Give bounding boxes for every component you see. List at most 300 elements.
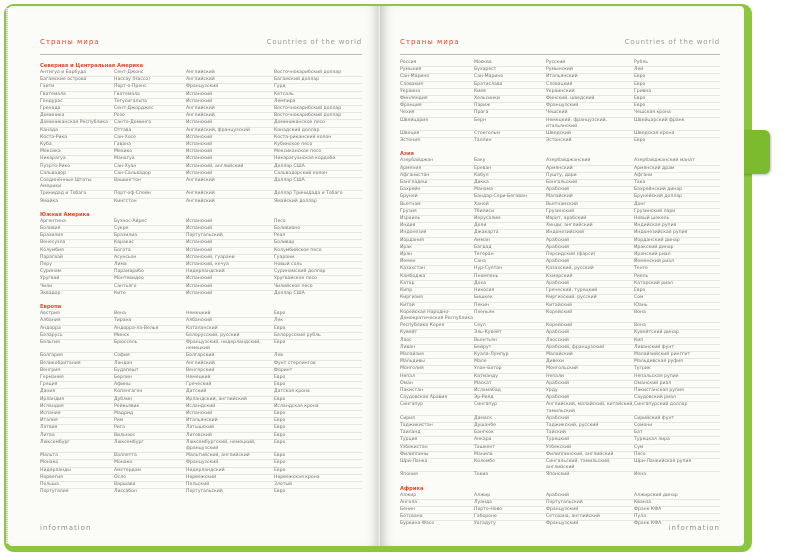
capital-name: Кабул bbox=[474, 172, 489, 178]
table-row bbox=[40, 155, 362, 162]
currency-name: Багамский доллар bbox=[274, 77, 319, 83]
country-name: Индонезия bbox=[400, 230, 427, 236]
currency-name: Форинт bbox=[274, 367, 293, 373]
capital-name: Сан-Хуан bbox=[114, 163, 137, 169]
region-heading: Европа bbox=[40, 304, 62, 311]
table-row bbox=[40, 141, 362, 148]
country-name: Шри-Ланка bbox=[400, 458, 428, 464]
capital-name: Париж bbox=[474, 103, 491, 109]
language-name: Испанский bbox=[186, 120, 213, 126]
currency-name: Евро bbox=[274, 453, 286, 459]
capital-name: Хельсинки bbox=[474, 96, 500, 102]
capital-name: Таллин bbox=[474, 138, 492, 144]
capital-name: Буэнос-Айрес bbox=[114, 218, 147, 224]
table-row bbox=[400, 309, 720, 322]
capital-name: Гавана bbox=[114, 142, 131, 148]
language-name: Китайский bbox=[546, 302, 572, 308]
currency-name: Индонезийская рупия bbox=[634, 230, 688, 236]
country-name: Армения bbox=[400, 165, 422, 171]
table-row bbox=[40, 247, 362, 254]
currency-name: Боливиано bbox=[274, 226, 301, 232]
language-name: Английский bbox=[186, 70, 215, 75]
table-row bbox=[400, 251, 720, 258]
language-name: Каталанский bbox=[186, 325, 218, 331]
table-row bbox=[400, 444, 720, 451]
table-row bbox=[40, 339, 362, 352]
table-row bbox=[400, 109, 720, 116]
language-name: Испанский bbox=[186, 226, 213, 232]
language-name: Греческий bbox=[186, 382, 212, 388]
country-name: Ботсвана bbox=[400, 514, 423, 520]
capital-name: Нассау (Нассо) bbox=[114, 77, 151, 83]
currency-name: Лей bbox=[634, 67, 644, 73]
language-name: Испанский bbox=[186, 290, 213, 296]
capital-name: Санто-Доминго bbox=[114, 120, 152, 126]
country-name: Таджикистан bbox=[400, 422, 433, 428]
language-name: Нидерландский bbox=[186, 467, 225, 473]
table-row bbox=[400, 329, 720, 336]
capital-name: Копенгаген bbox=[114, 389, 143, 395]
table-row bbox=[400, 137, 720, 144]
currency-name: Турецкая лира bbox=[634, 437, 670, 443]
language-name: Латышский bbox=[186, 425, 215, 431]
currency-name: Датская крона bbox=[274, 389, 310, 395]
language-name: Английский, французский bbox=[186, 127, 250, 133]
country-name: Пакистан bbox=[400, 387, 424, 393]
language-name: Арабский, французский bbox=[546, 344, 605, 350]
capital-name: Стокгольм bbox=[474, 131, 500, 137]
left-page-title: Страны мира bbox=[40, 38, 100, 46]
language-name: Французский bbox=[186, 460, 219, 466]
table-row bbox=[400, 401, 720, 414]
language-name: Киргизский, русский bbox=[546, 295, 597, 301]
language-name: Испанский bbox=[186, 91, 213, 97]
language-name: Французский bbox=[546, 103, 579, 109]
country-name: Иран bbox=[400, 252, 413, 258]
country-name: Республика Корея bbox=[400, 323, 445, 329]
capital-name: Иерусалим bbox=[474, 216, 501, 222]
capital-name: Мехико bbox=[114, 149, 133, 155]
currency-name: Лек bbox=[274, 318, 284, 324]
capital-name: Тирана bbox=[114, 318, 132, 324]
currency-name: Франк КФА bbox=[634, 521, 662, 527]
capital-name: Эль-Кувейт bbox=[474, 330, 502, 336]
country-name: Бенин bbox=[400, 506, 415, 512]
currency-name: Злотый bbox=[274, 481, 292, 487]
capital-name: Сент-Джорджес bbox=[114, 106, 154, 112]
currency-name: Уругвайское песо bbox=[274, 276, 317, 282]
region-heading: Южная Америка bbox=[40, 211, 90, 218]
table-row bbox=[400, 81, 720, 88]
table-row bbox=[40, 424, 362, 431]
country-name: Болгария bbox=[40, 353, 63, 359]
table-row bbox=[400, 287, 720, 294]
table-row bbox=[40, 268, 362, 275]
table-row bbox=[400, 351, 720, 358]
table-row bbox=[400, 344, 720, 351]
table-row bbox=[40, 70, 362, 76]
table-row bbox=[40, 352, 362, 359]
language-name: Корейский bbox=[546, 323, 573, 329]
table-row bbox=[40, 467, 362, 474]
table-row bbox=[400, 179, 720, 186]
capital-name: Кито bbox=[114, 290, 126, 296]
table-row bbox=[400, 280, 720, 287]
table-row bbox=[400, 117, 720, 130]
language-name: Испанский, гуарани bbox=[186, 254, 235, 260]
table-row bbox=[400, 186, 720, 193]
currency-name: Вона bbox=[634, 309, 646, 315]
country-name: Беларусь bbox=[40, 332, 63, 338]
table-row bbox=[40, 474, 362, 481]
country-name: Катар bbox=[400, 280, 415, 286]
country-name: Киргизия bbox=[400, 295, 423, 301]
language-name: Азербайджанский bbox=[546, 158, 591, 164]
capital-name: Бухарест bbox=[474, 67, 497, 73]
language-name: Исландский bbox=[186, 403, 216, 409]
currency-name: Сум bbox=[634, 444, 644, 450]
language-name: Испанский bbox=[186, 149, 213, 155]
right-page-header bbox=[400, 38, 720, 52]
currency-name: Сингапурский доллар bbox=[634, 402, 688, 408]
capital-name: Нур-Султан bbox=[474, 266, 503, 272]
country-name: Бразилия bbox=[40, 233, 63, 239]
currency-name: Оманский риал bbox=[634, 380, 672, 386]
language-name: Английский bbox=[186, 178, 215, 184]
language-name: Финский, шведский bbox=[546, 96, 595, 102]
country-name: Аргентина bbox=[40, 218, 66, 224]
country-name: Венгрия bbox=[40, 367, 61, 373]
country-name: Россия bbox=[400, 60, 417, 65]
currency-name: Кетсаль bbox=[274, 91, 294, 97]
right-page-title: Страны мира bbox=[400, 38, 460, 46]
currency-name: Фунт стерлингов bbox=[274, 360, 316, 366]
table-row bbox=[400, 95, 720, 102]
currency-name: Евро bbox=[274, 460, 286, 466]
language-name: Монгольский bbox=[546, 366, 578, 372]
language-name: Французский bbox=[186, 84, 219, 90]
country-name: Лаос bbox=[400, 337, 412, 343]
table-row bbox=[400, 158, 720, 164]
currency-name: Колумбийское песо bbox=[274, 247, 322, 253]
currency-name: Восточнокарибский доллар bbox=[274, 70, 342, 75]
table-row bbox=[400, 208, 720, 215]
capital-name: Катманду bbox=[474, 373, 498, 379]
right-page-footer: information bbox=[668, 524, 720, 532]
capital-name: Мале bbox=[474, 359, 487, 365]
table-row bbox=[400, 451, 720, 458]
language-name: Ирландский, английский bbox=[186, 396, 247, 402]
table-row bbox=[400, 201, 720, 208]
country-name: Австрия bbox=[40, 311, 60, 317]
table-row bbox=[40, 83, 362, 90]
language-name: Непали bbox=[546, 373, 565, 379]
capital-name: Сент-Джонс bbox=[114, 70, 144, 75]
capital-name: Брюссель bbox=[114, 339, 138, 345]
language-name: Арабский bbox=[546, 244, 569, 250]
country-name: Япония bbox=[400, 472, 418, 478]
capital-name: Анкара bbox=[474, 437, 492, 443]
table-row bbox=[400, 222, 720, 229]
country-name: Саудовская Аравия bbox=[400, 395, 448, 401]
table-row bbox=[40, 119, 362, 126]
country-name: Буркина-Фасо bbox=[400, 521, 435, 527]
language-name: Корейский bbox=[546, 309, 573, 315]
capital-name: Исламабад bbox=[474, 387, 501, 393]
table-row bbox=[400, 506, 720, 513]
language-name: Нидерландский bbox=[186, 269, 225, 275]
capital-name: Ереван bbox=[474, 165, 492, 171]
country-name: Вьетнам bbox=[400, 201, 421, 207]
capital-name: Бишкек bbox=[474, 295, 493, 301]
currency-name: Иранский риал bbox=[634, 252, 671, 258]
capital-name: Асунсьон bbox=[114, 254, 137, 260]
table-row bbox=[40, 190, 362, 197]
country-name: Малайзия bbox=[400, 351, 424, 357]
country-name: Мальдивы bbox=[400, 359, 425, 365]
capital-name: Луанда bbox=[474, 499, 492, 505]
language-name: Французский bbox=[546, 506, 579, 512]
table-row bbox=[40, 275, 362, 282]
language-name: Испанский bbox=[186, 218, 213, 224]
currency-name: Шведская крона bbox=[634, 131, 675, 137]
capital-name: Бандар-Сери-Бегаван bbox=[474, 194, 527, 200]
currency-name: Доллар США bbox=[274, 163, 305, 169]
country-name: Азербайджан bbox=[400, 158, 434, 164]
country-name: Сингапур bbox=[400, 402, 424, 408]
table-row bbox=[400, 88, 720, 95]
capital-name: Маскат bbox=[474, 380, 492, 386]
language-name: Вьетнамский bbox=[546, 201, 578, 207]
language-name: Испанский bbox=[186, 134, 213, 140]
language-name: Иврит, арабский bbox=[546, 216, 587, 222]
country-name: Литва bbox=[40, 432, 55, 438]
country-name: Гренада bbox=[40, 106, 61, 112]
country-name: Грузия bbox=[400, 208, 417, 214]
table-row bbox=[40, 432, 362, 439]
currency-name: Риель bbox=[634, 273, 649, 279]
currency-name: Евро bbox=[274, 425, 286, 431]
currency-name: Евро bbox=[274, 418, 286, 424]
language-name: Норвежский bbox=[186, 474, 217, 480]
language-name: Турецкий bbox=[546, 437, 570, 443]
currency-name: Исландская крона bbox=[274, 403, 319, 409]
language-name: Французский, нидерландский, немецкий bbox=[186, 339, 261, 352]
table-row bbox=[400, 394, 720, 401]
capital-name: Братислава bbox=[474, 81, 503, 87]
currency-name: Мексиканское песо bbox=[274, 149, 322, 155]
currency-name: Пула bbox=[634, 514, 646, 520]
currency-name: Кип bbox=[634, 337, 644, 343]
country-name: Уругвай bbox=[40, 276, 60, 282]
table-row bbox=[40, 177, 362, 190]
capital-name: Люксембург bbox=[114, 439, 144, 445]
language-name: Арабский bbox=[546, 187, 569, 193]
country-name: Таиланд bbox=[400, 430, 421, 436]
table-row bbox=[40, 367, 362, 374]
country-name: Нидерланды bbox=[40, 467, 71, 473]
language-name: Белорусский, русский bbox=[186, 332, 240, 338]
table-row bbox=[40, 311, 362, 317]
language-name: Французский bbox=[546, 521, 579, 527]
currency-name: Песо bbox=[274, 218, 286, 224]
table-row bbox=[400, 215, 720, 222]
currency-name: Восточнокарибский доллар bbox=[274, 106, 342, 112]
country-name: Корейская Народно-Демократическая Республика bbox=[400, 309, 473, 321]
currency-name: Песо bbox=[634, 451, 646, 457]
country-name: Бельгия bbox=[40, 339, 60, 345]
currency-name: Непальская рупия bbox=[634, 373, 679, 379]
language-name: Грузинский bbox=[546, 208, 575, 214]
table-row bbox=[40, 219, 362, 225]
currency-name: Тенге bbox=[634, 266, 648, 272]
capital-name: Гватемала bbox=[114, 91, 140, 97]
capital-name: Валлетта bbox=[114, 453, 137, 459]
capital-name: Мадрид bbox=[114, 410, 134, 416]
table-row bbox=[40, 325, 362, 332]
currency-name: Иракский динар bbox=[634, 244, 674, 250]
table-row bbox=[400, 244, 720, 251]
language-name: Итальянский bbox=[546, 74, 578, 80]
language-name: Украинский bbox=[546, 88, 575, 94]
currency-name: Тугрик bbox=[634, 366, 651, 372]
currency-name: Норвежская крона bbox=[274, 474, 320, 480]
country-name: Йемен bbox=[400, 259, 416, 265]
country-name: Афганистан bbox=[400, 172, 430, 178]
capital-name: Душанбе bbox=[474, 422, 496, 428]
right-header-rule bbox=[400, 54, 720, 55]
capital-name: Пномпень bbox=[474, 273, 499, 279]
capital-name: Вена bbox=[114, 311, 126, 317]
table-row bbox=[400, 66, 720, 73]
capital-name: Будапешт bbox=[114, 367, 139, 373]
language-name: Арабский bbox=[546, 395, 569, 401]
country-name: Китай bbox=[400, 302, 415, 308]
language-name: Шведский bbox=[546, 131, 571, 137]
language-name: Армянский bbox=[546, 165, 573, 171]
capital-name: Тбилиси bbox=[474, 208, 495, 214]
language-name: Узбекский bbox=[546, 444, 571, 450]
country-name: Ирландия bbox=[40, 396, 65, 402]
language-name: Урду bbox=[546, 387, 558, 393]
capital-name: Сан-Марино bbox=[474, 74, 504, 80]
capital-name: Киев bbox=[474, 88, 486, 94]
language-name: Испанский, кечуа bbox=[186, 262, 229, 268]
currency-name: Канадский доллар bbox=[274, 127, 320, 133]
currency-name: Новый соль bbox=[274, 262, 303, 268]
language-name: Испанский bbox=[186, 240, 213, 246]
country-name: Бангладеш bbox=[400, 180, 428, 186]
language-name: Португальский bbox=[186, 233, 223, 239]
region-heading: Северная и Центральная Америка bbox=[40, 63, 144, 69]
language-name: Английский bbox=[186, 360, 215, 366]
currency-name: Гурд bbox=[274, 84, 286, 90]
language-name: Арабский bbox=[546, 415, 569, 421]
currency-name: Афгани bbox=[634, 172, 653, 178]
country-name: Эквадор bbox=[40, 290, 61, 296]
capital-name: Сеул bbox=[474, 323, 486, 329]
currency-name: Новый шекель bbox=[634, 216, 670, 222]
country-name: Оман bbox=[400, 380, 413, 386]
capital-name: Ханой bbox=[474, 201, 489, 207]
country-name: Польша bbox=[40, 481, 59, 487]
country-name: Словакия bbox=[400, 81, 424, 87]
capital-name: Порт-о-Пренс bbox=[114, 84, 147, 90]
table-row bbox=[400, 130, 720, 137]
country-name: Перу bbox=[40, 262, 52, 268]
country-name: Исландия bbox=[40, 403, 64, 409]
country-name: Португалия bbox=[40, 489, 69, 495]
country-name: Алжир bbox=[400, 492, 417, 498]
country-name: Боливия bbox=[40, 226, 61, 232]
country-name: Соединённые Штаты Америки bbox=[40, 178, 92, 190]
language-name: Литовский bbox=[186, 432, 212, 438]
currency-name: Евро bbox=[274, 374, 286, 380]
table-row bbox=[400, 493, 720, 499]
capital-name: Лондон bbox=[114, 360, 133, 366]
capital-name: Сантьяго bbox=[114, 283, 137, 289]
country-name: Камбоджа bbox=[400, 273, 426, 279]
currency-name: Вона bbox=[634, 323, 646, 329]
table-row bbox=[400, 358, 720, 365]
capital-name: Амстердам bbox=[114, 467, 142, 473]
language-name: Английский bbox=[186, 106, 215, 112]
capital-name: Манила bbox=[474, 451, 493, 457]
country-name: Доминика bbox=[40, 113, 65, 119]
table-row bbox=[40, 403, 362, 410]
country-name: Греция bbox=[40, 382, 58, 388]
language-name: Английский bbox=[186, 191, 215, 197]
capital-name: Варшава bbox=[114, 481, 136, 487]
currency-name: Сирийский фунт bbox=[634, 415, 675, 421]
currency-name: Евро bbox=[634, 138, 646, 144]
currency-name: Иорданский динар bbox=[634, 237, 680, 243]
capital-name: Бейрут bbox=[474, 344, 492, 350]
capital-name: Порт-оф-Спейн bbox=[114, 191, 151, 197]
language-name: Испанский bbox=[186, 410, 213, 416]
currency-name: Доллар США bbox=[274, 178, 305, 184]
language-name: Малайский bbox=[546, 194, 573, 200]
currency-name: Ливанский фунт bbox=[634, 344, 675, 350]
region-heading: Азия bbox=[400, 151, 414, 158]
country-name: Гондурас bbox=[40, 98, 63, 104]
table-row bbox=[400, 237, 720, 244]
capital-name: Рига bbox=[114, 425, 125, 431]
table-row bbox=[400, 273, 720, 280]
currency-name: Доллар Тринидада и Тобаго bbox=[274, 191, 343, 197]
country-name: Израиль bbox=[400, 216, 421, 222]
table-row bbox=[400, 422, 720, 429]
language-name: Филиппинский, английский bbox=[546, 451, 614, 457]
country-name: Чехия bbox=[400, 110, 415, 116]
table-row bbox=[40, 225, 362, 232]
table-row bbox=[40, 459, 362, 466]
language-name: Арабский bbox=[546, 380, 569, 386]
capital-name: Дели bbox=[474, 223, 487, 229]
country-name: Никарагуа bbox=[40, 156, 66, 162]
section-gap bbox=[40, 495, 362, 499]
section-gap bbox=[400, 144, 720, 148]
capital-name: Баку bbox=[474, 158, 486, 164]
language-name: Арабский bbox=[546, 492, 569, 498]
language-name: Персидский (фарси) bbox=[546, 252, 596, 258]
country-name: Монако bbox=[40, 460, 59, 466]
left-page-footer: information bbox=[40, 524, 92, 532]
country-name: Гаити bbox=[40, 84, 55, 90]
currency-name: Евро bbox=[274, 432, 286, 438]
language-name: Люксембургский, немецкий, французский bbox=[186, 439, 256, 451]
table-row bbox=[40, 417, 362, 424]
